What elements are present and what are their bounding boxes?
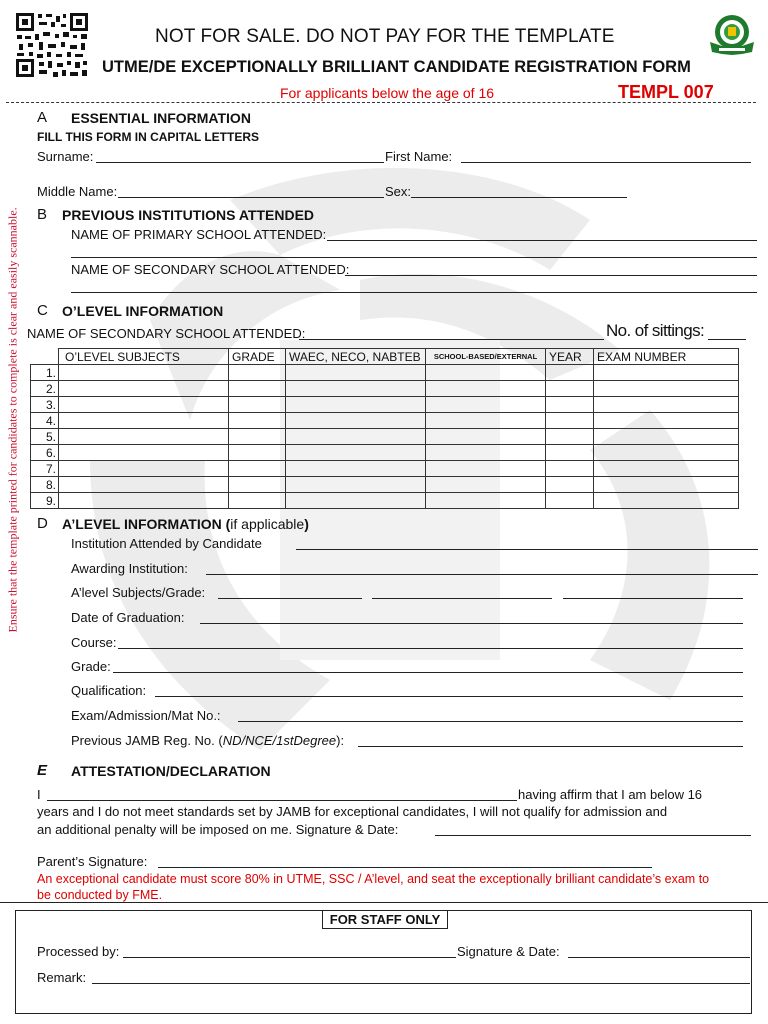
jamb-reg-field[interactable] (358, 746, 743, 747)
qr-code (15, 12, 89, 78)
first-name-field[interactable] (461, 162, 751, 163)
sex-label: Sex: (385, 184, 412, 199)
olevel-col-exam-body: WAEC, NECO, NABTEB (286, 349, 426, 365)
school-based-cell[interactable] (426, 381, 546, 397)
row-number: 8. (31, 477, 59, 493)
first-name-label: First Name: (385, 149, 453, 164)
section-e-letter: E (37, 762, 48, 779)
graduation-field[interactable] (200, 623, 743, 624)
subject-cell[interactable] (59, 397, 229, 413)
table-row (31, 365, 739, 381)
exam-body-cell[interactable] (286, 477, 426, 493)
secondary-school-label: NAME OF SECONDARY SCHOOL ATTENDED: (71, 262, 350, 277)
awarding-label: Awarding Institution: (71, 561, 188, 576)
subject-cell[interactable] (59, 381, 229, 397)
secondary-school-field[interactable] (345, 275, 757, 276)
middle-name-label: Middle Name: (37, 184, 118, 199)
exam-body-cell[interactable] (286, 413, 426, 429)
subject-cell[interactable] (59, 429, 229, 445)
row-number: 6. (31, 445, 59, 461)
grade-cell[interactable] (229, 365, 286, 381)
graduation-label: Date of Graduation: (71, 610, 185, 625)
jamb-reg-label (71, 733, 344, 748)
exam-number-cell[interactable] (594, 429, 739, 445)
primary-school-field[interactable] (327, 240, 757, 241)
processed-by-field[interactable] (123, 957, 456, 958)
surname-label: Surname: (37, 149, 94, 164)
sex-field[interactable] (411, 197, 627, 198)
year-cell[interactable] (546, 381, 594, 397)
middle-name-field[interactable] (118, 197, 384, 198)
institution-label: Institution Attended by Candidate (71, 536, 262, 551)
staff-divider (0, 902, 768, 903)
title-not-for-sale: NOT FOR SALE. DO NOT PAY FOR THE TEMPLATE (155, 26, 615, 47)
table-row (31, 381, 739, 397)
grade-cell[interactable] (229, 445, 286, 461)
row-number: 3. (31, 397, 59, 413)
olevel-secondary-label: NAME OF SECONDARY SCHOOL ATTENDED: (27, 326, 306, 341)
table-row (31, 477, 739, 493)
exam-number-cell[interactable] (594, 413, 739, 429)
declaration-line2: years and I do not meet standards set by JAMB for exceptional candidates, I will not qualify for admission and (37, 804, 668, 819)
section-a-title: ESSENTIAL INFORMATION (71, 110, 251, 126)
exam-body-cell[interactable] (286, 445, 426, 461)
year-cell[interactable] (546, 461, 594, 477)
section-c-title: O’LEVEL INFORMATION (62, 303, 224, 319)
header-divider (6, 102, 756, 103)
sittings-label: No. of sittings: (606, 321, 705, 340)
template-code: TEMPL 007 (618, 82, 714, 102)
remark-label: Remark: (37, 970, 87, 985)
exam-number-cell[interactable] (594, 381, 739, 397)
exam-body-cell[interactable] (286, 397, 426, 413)
staff-signature-field[interactable] (568, 957, 750, 958)
year-cell[interactable] (546, 477, 594, 493)
jamb-label-pre: Previous JAMB Reg. No. ( (71, 733, 223, 748)
exam-number-cell[interactable] (594, 365, 739, 381)
course-field[interactable] (118, 648, 743, 649)
exam-body-cell[interactable] (286, 381, 426, 397)
staff-signature-label: Signature & Date: (457, 944, 560, 959)
jamb-label-em: ND/NCE/1stDegree (222, 733, 337, 748)
exam-number-label: Exam/Admission/Mat No.: (71, 708, 221, 723)
section-d-title-group (62, 516, 309, 532)
olevel-col-school-based: SCHOOL-BASED/EXTERNAL (426, 349, 546, 365)
side-note: Ensure that the template printed for candidates to complete is clear and easily scannable. (5, 207, 20, 633)
olevel-col-subjects: O’LEVEL SUBJECTS (59, 349, 229, 365)
course-label: Course: (71, 635, 117, 650)
form-title: UTME/DE EXCEPTIONALLY BRILLIANT CANDIDATE REGISTRATION FORM (102, 58, 691, 76)
section-a-letter: A (37, 109, 48, 126)
row-number: 1. (31, 365, 59, 381)
sittings-field[interactable] (708, 339, 746, 340)
subject-cell[interactable] (59, 365, 229, 381)
declaration-line3: an additional penalty will be imposed on me. Signature & Date: (37, 822, 399, 837)
grade-cell[interactable] (229, 477, 286, 493)
exam-body-cell[interactable] (286, 493, 426, 509)
row-number: 5. (31, 429, 59, 445)
exam-body-cell[interactable] (286, 429, 426, 445)
exam-number-cell[interactable] (594, 493, 739, 509)
school-based-cell[interactable] (426, 445, 546, 461)
age-subtitle: For applicants below the age of 16 (280, 85, 495, 101)
exam-number-cell[interactable] (594, 397, 739, 413)
subject-cell[interactable] (59, 413, 229, 429)
year-cell[interactable] (546, 365, 594, 381)
secondary-school-field-2[interactable] (71, 292, 757, 293)
section-e-title: ATTESTATION/DECLARATION (71, 763, 271, 779)
school-based-cell[interactable] (426, 365, 546, 381)
remark-field[interactable] (92, 983, 750, 984)
subject-cell[interactable] (59, 477, 229, 493)
grade-cell[interactable] (229, 413, 286, 429)
table-row (31, 493, 739, 509)
subject-grade-field-2[interactable] (372, 598, 552, 599)
olevel-col-year: YEAR (546, 349, 594, 365)
olevel-col-grade: GRADE (229, 349, 286, 365)
grade-cell[interactable] (229, 429, 286, 445)
row-number: 2. (31, 381, 59, 397)
staff-only-title: FOR STAFF ONLY (322, 910, 448, 929)
parent-signature-field[interactable] (158, 867, 652, 868)
processed-by-label: Processed by: (37, 944, 120, 959)
jamb-label-post: ): (336, 733, 345, 748)
olevel-table (30, 348, 739, 509)
subject-cell[interactable] (59, 493, 229, 509)
subject-cell[interactable] (59, 461, 229, 477)
row-number: 7. (31, 461, 59, 477)
section-b-title: PREVIOUS INSTITUTIONS ATTENDED (62, 207, 315, 223)
section-d-letter: D (37, 515, 48, 532)
section-d-title-close: ) (304, 516, 309, 532)
subject-cell[interactable] (59, 445, 229, 461)
subject-grade-field-3[interactable] (563, 598, 743, 599)
table-row (31, 397, 739, 413)
institution-field[interactable] (296, 549, 758, 550)
table-row (31, 461, 739, 477)
declaration-signature-field[interactable] (435, 835, 751, 836)
qualification-label: Qualification: (71, 683, 147, 698)
grade-cell[interactable] (229, 397, 286, 413)
table-row (31, 429, 739, 445)
school-based-cell[interactable] (426, 477, 546, 493)
olevel-col-exam-number: EXAM NUMBER (594, 349, 739, 365)
exam-number-cell[interactable] (594, 445, 739, 461)
grade-label: Grade: (71, 659, 111, 674)
parent-signature-label: Parent’s Signature: (37, 854, 148, 869)
subject-grade-field-1[interactable] (218, 598, 362, 599)
school-based-cell[interactable] (426, 429, 546, 445)
exam-number-field[interactable] (238, 721, 743, 722)
school-based-cell[interactable] (426, 397, 546, 413)
row-number: 9. (31, 493, 59, 509)
year-cell[interactable] (546, 429, 594, 445)
grade-field[interactable] (113, 672, 743, 673)
declaration-i: I (37, 787, 41, 802)
grade-cell[interactable] (229, 493, 286, 509)
awarding-field[interactable] (206, 574, 758, 575)
surname-field[interactable] (96, 162, 384, 163)
year-cell[interactable] (546, 413, 594, 429)
exam-number-cell[interactable] (594, 461, 739, 477)
jamb-logo (707, 12, 757, 56)
school-based-cell[interactable] (426, 493, 546, 509)
year-cell[interactable] (546, 493, 594, 509)
subjects-label: A’level Subjects/Grade: (71, 585, 206, 600)
grade-cell[interactable] (229, 381, 286, 397)
olevel-secondary-field[interactable] (299, 339, 604, 340)
table-row (31, 445, 739, 461)
olevel-header-row (31, 349, 739, 365)
table-row (31, 413, 739, 429)
olevel-corner (31, 349, 59, 365)
primary-school-field-2[interactable] (71, 257, 757, 258)
warning-line1: An exceptional candidate must score 80% in UTME, SSC / A’level, and seat the exceptionally brilliant candidate’s exam to (37, 872, 710, 886)
school-based-cell[interactable] (426, 413, 546, 429)
qualification-field[interactable] (155, 696, 743, 697)
school-based-cell[interactable] (426, 461, 546, 477)
exam-body-cell[interactable] (286, 461, 426, 477)
exam-number-cell[interactable] (594, 477, 739, 493)
warning-line2: be conducted by FME. (37, 888, 163, 902)
section-d-title: A’LEVEL INFORMATION ( (62, 516, 231, 532)
declaration-line1: having affirm that I am below 16 (518, 787, 703, 802)
exam-body-cell[interactable] (286, 365, 426, 381)
section-b-letter: B (37, 206, 48, 223)
section-d-title-suffix: if applicable (230, 516, 305, 532)
primary-school-label: NAME OF PRIMARY SCHOOL ATTENDED: (71, 227, 327, 242)
section-c-letter: C (37, 302, 48, 319)
year-cell[interactable] (546, 397, 594, 413)
year-cell[interactable] (546, 445, 594, 461)
grade-cell[interactable] (229, 461, 286, 477)
declarant-name-field[interactable] (47, 800, 517, 801)
row-number: 4. (31, 413, 59, 429)
capital-letters-instruction: FILL THIS FORM IN CAPITAL LETTERS (37, 130, 259, 144)
